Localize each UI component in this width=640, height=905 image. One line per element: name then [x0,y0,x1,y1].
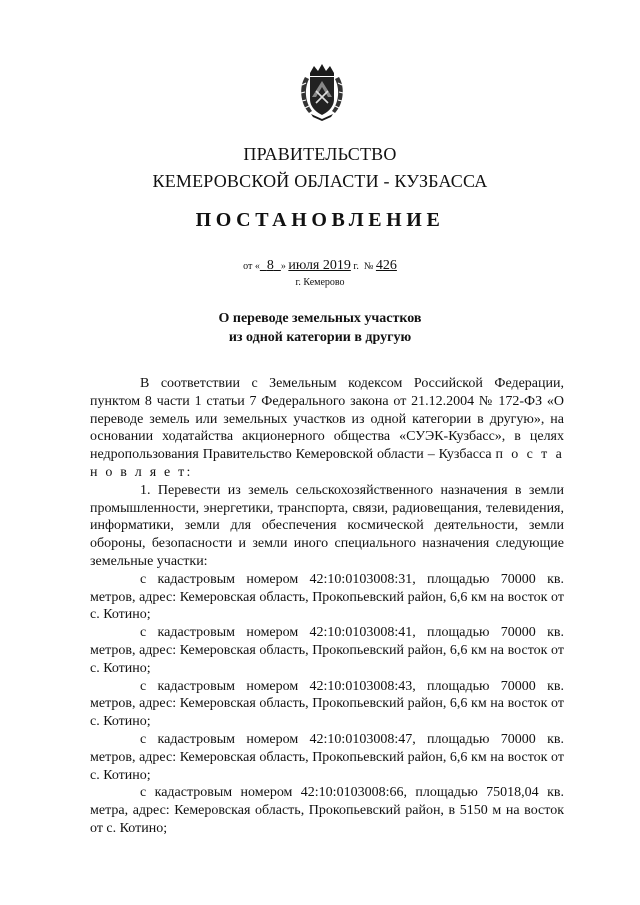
parcel-paragraph: с кадастровым номером 42:10:0103008:31, площадью 70000 кв. метров, адрес: Кемеровская область, Прокопьевский район, 6,6 км на восток от с. Котино; [90,571,564,623]
city-name: г. Кемерово [295,277,345,288]
parcel-paragraph: с кадастровым номером 42:10:0103008:66, площадью 75018,04 кв. метра, адрес: Кемеровская область, Прокопьевский район, в 5150 м на восток от с. Котино; [90,785,564,836]
resolves-text: п о с т а н о в л я е т: [90,447,565,480]
intro-paragraph [90,375,564,482]
subject-line1: О переводе земельных участков [218,311,422,326]
parcel-paragraph: с кадастровым номером 42:10:0103008:47, площадью 70000 кв. метров, адрес: Кемеровская область, Прокопьевский район, 6,6 км на восток от с. Котино; [90,731,564,783]
date-number-line [0,258,640,274]
document-body [90,375,564,838]
document-subject [0,309,640,347]
subject-line2: из одной категории в другую [228,330,412,345]
document-number: 426 [375,258,397,273]
organization-name-line1: ПРАВИТЕЛЬСТВО [243,144,397,164]
date-mid: » [280,261,286,272]
document-type-title: ПОСТАНОВЛЕНИЕ [195,209,445,231]
item-1-paragraph: 1. Перевести из земель сельскохозяйственного назначения в земли промышленности, энергетики, транспорта, связи, радиовещания, телевидения, информатики, земли для обеспечения космической деятельности, земли обороны, безопасности и земли иного специального назначения следующие земельные участки: [90,482,564,569]
parcel-paragraph: с кадастровым номером 42:10:0103008:41, площадью 70000 кв. метров, адрес: Кемеровская область, Прокопьевский район, 6,6 км на восток от с. Котино; [90,625,564,676]
date-prefix: от « [243,261,260,272]
date-year-suffix: г. [353,261,359,272]
organization-name-line2: КЕМЕРОВСКОЙ ОБЛАСТИ - КУЗБАССА [152,171,488,191]
parcel-paragraph: с кадастровым номером 42:10:0103008:43, площадью 70000 кв. метров, адрес: Кемеровская область, Прокопьевский район, 6,6 км на восток от с. Котино; [90,678,564,730]
coat-of-arms-icon [297,63,347,121]
date-month-year: июля 2019 [288,258,351,273]
intro-text: В соответствии с Земельным кодексом Российской Федерации, пунктом 8 части 1 статьи 7 Федерального закона от 21.12.2004 № 172-ФЗ «О переводе земель или земельных участков из одной категории в другую», на основании ходатайства акционерного общества «СУЭК-Кузбасс», в целях недропользования Правительство Кемеровской области – Кузбасса [90,376,564,463]
date-day: 8 [266,258,274,273]
number-label: № [363,261,374,272]
